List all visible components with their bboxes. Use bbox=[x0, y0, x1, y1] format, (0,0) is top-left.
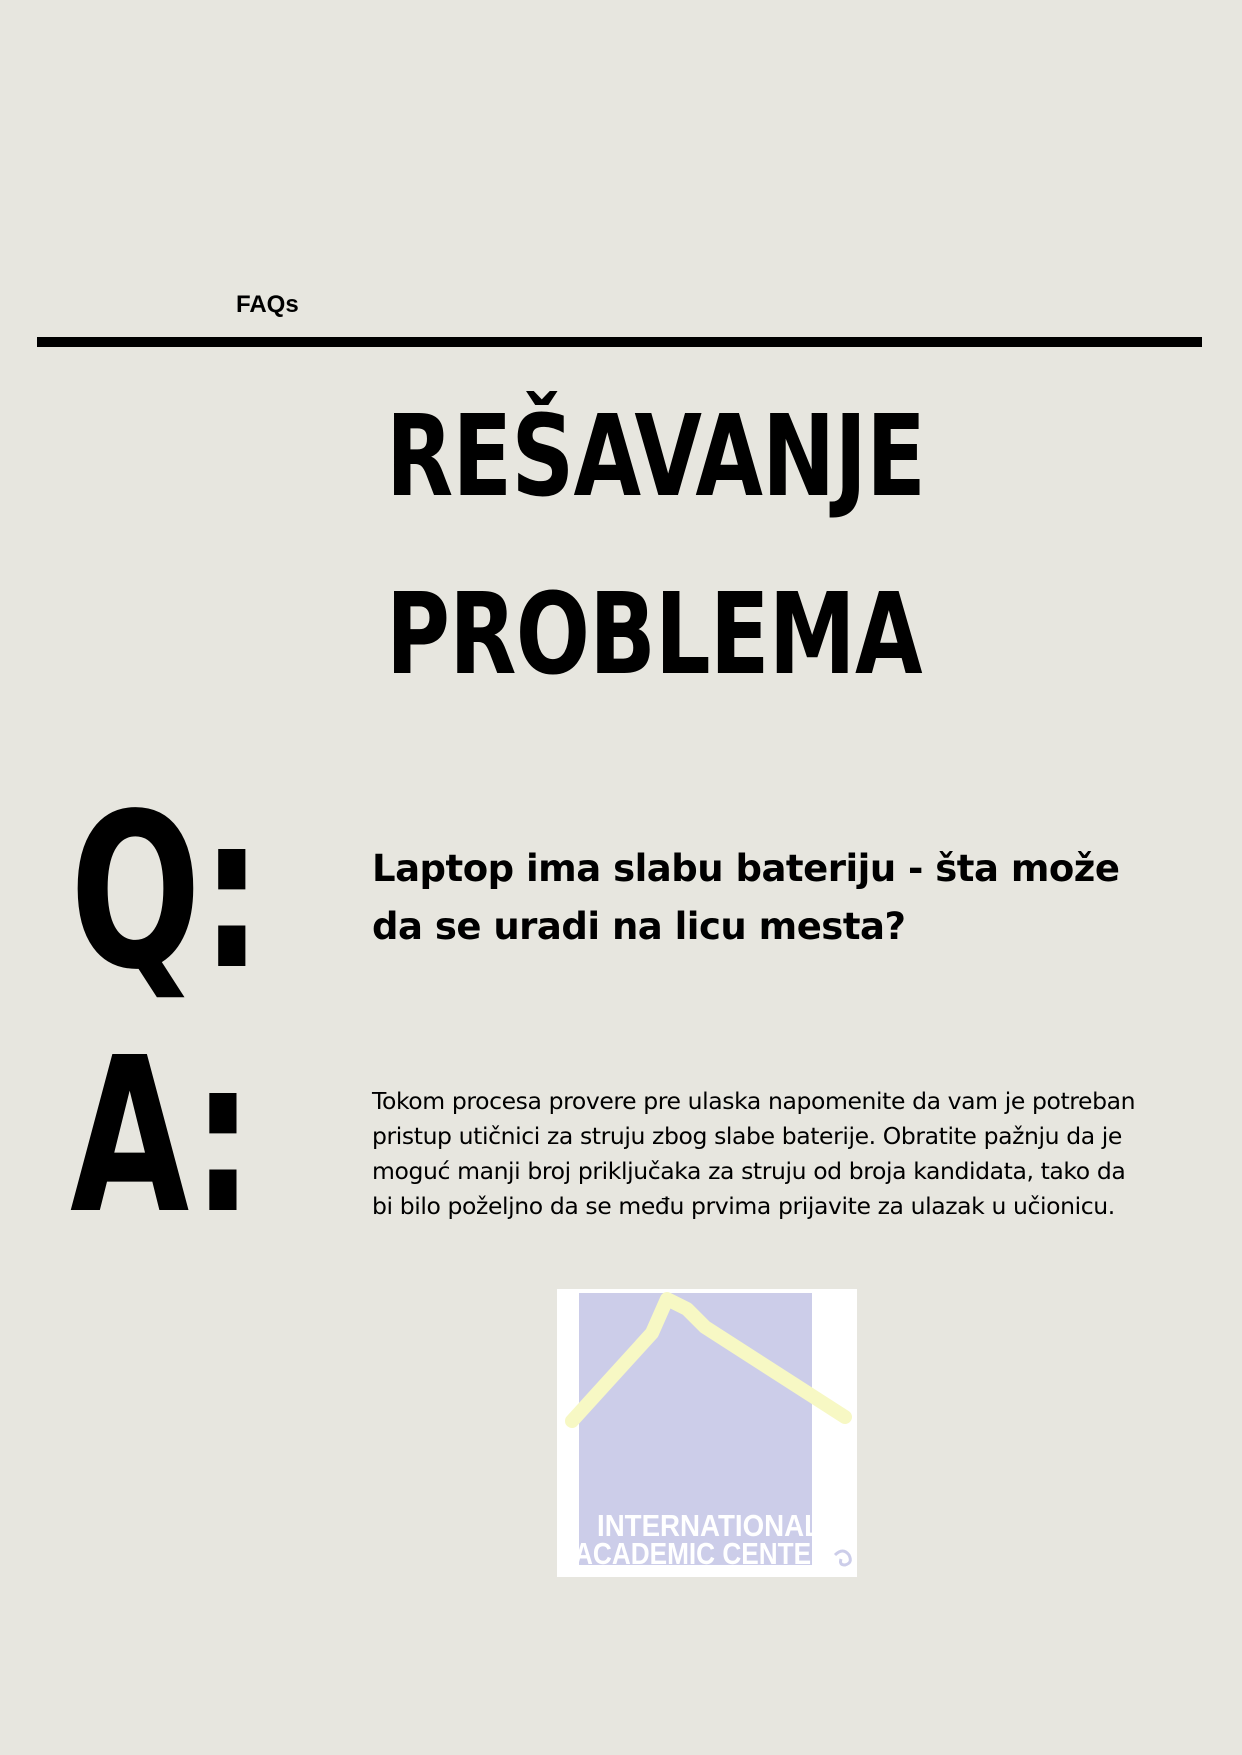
page-title bbox=[386, 368, 926, 724]
header-divider bbox=[37, 337, 1202, 347]
logo-text-line-2: ACADEMIC CENTER bbox=[574, 1536, 830, 1571]
page-title-line-2: PROBLEMA bbox=[386, 570, 922, 700]
answer-marker: A: bbox=[70, 1012, 254, 1261]
logo-swirl-icon bbox=[835, 1551, 850, 1565]
answer-text: Tokom procesa provere pre ulaska napomenite da vam je potreban pristup utičnici za struju zbog slabe baterije. Obratite pažnju da je moguć manji broj priključaka za struju od broja kandidata, tako da bi bilo poželjno da se među prvima prijavite za ulazak u učionicu. bbox=[372, 1087, 1136, 1220]
logo-graphic bbox=[557, 1289, 857, 1577]
page-title-line-1: REŠAVANJE bbox=[386, 392, 926, 522]
question-marker: Q: bbox=[70, 768, 263, 1017]
organization-logo bbox=[557, 1289, 857, 1577]
logo-text-line-1: INTERNATIONAL bbox=[597, 1508, 821, 1543]
question-text: Laptop ima slabu bateriju - šta može da se uradi na licu mesta? bbox=[372, 847, 1120, 948]
section-label: FAQs bbox=[236, 291, 299, 318]
